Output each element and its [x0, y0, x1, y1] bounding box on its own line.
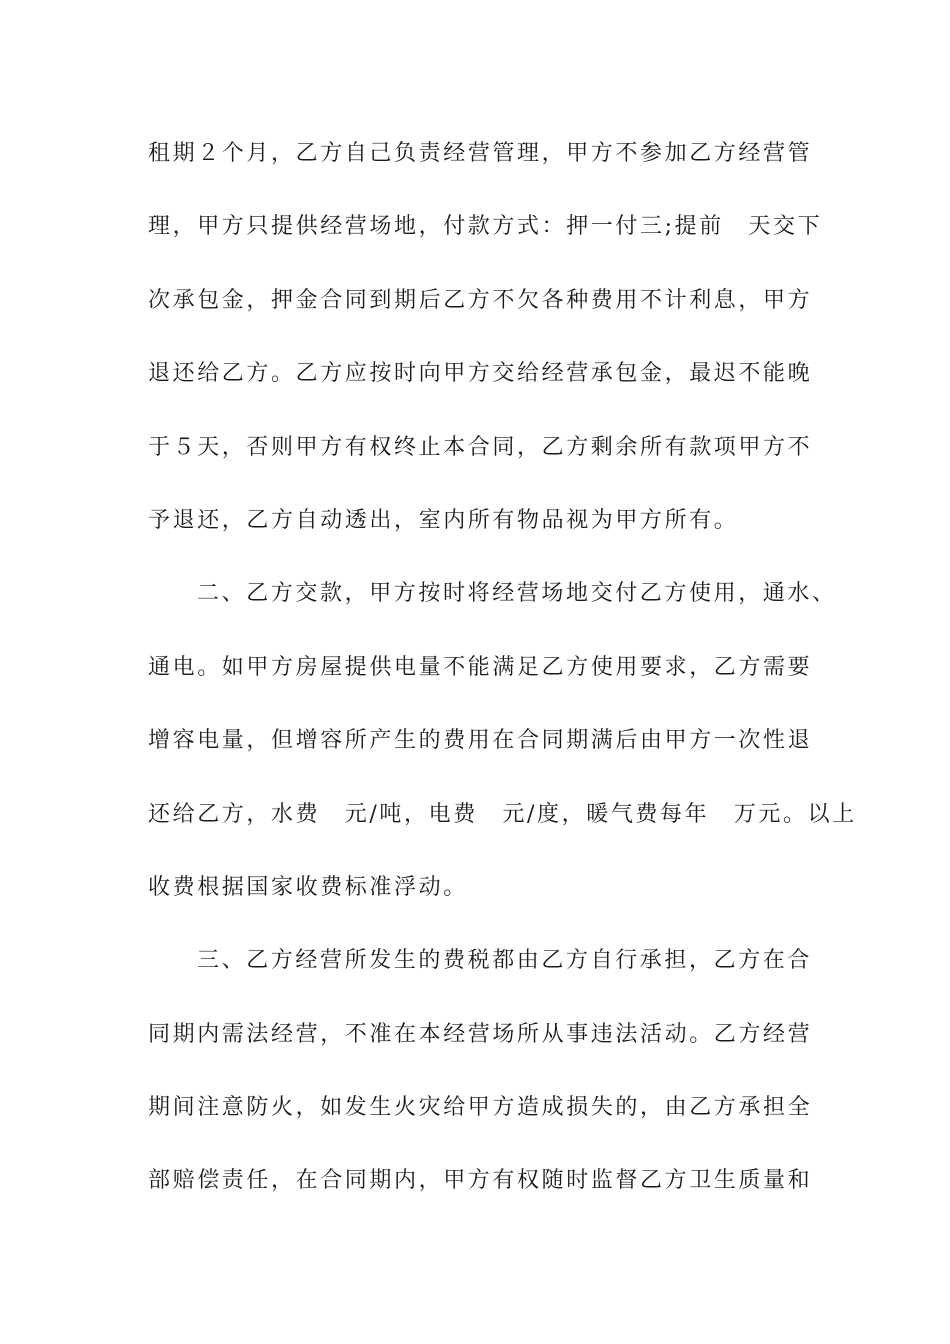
text-line: 理，甲方只提供经营场地，付款方式：押一付三;提前 天交下	[148, 214, 823, 240]
paragraph-start-line: 二、乙方交款，甲方按时将经营场地交付乙方使用，通水、	[197, 581, 837, 607]
text-line: 增容电量，但增容所产生的费用在合同期满后由甲方一次性退	[148, 728, 813, 754]
document-body	[148, 131, 857, 1232]
text-line: 收费根据国家收费标准浮动。	[148, 874, 468, 900]
paragraph-start-line: 三、乙方经营所发生的费税都由乙方自行承担，乙方在合	[197, 948, 813, 974]
text-line: 予退还，乙方自动透出，室内所有物品视为甲方所有。	[148, 507, 739, 533]
text-line: 于５天，否则甲方有权终止本合同，乙方剩余所有款项甲方不	[148, 434, 813, 460]
text-line: 退还给乙方。乙方应按时向甲方交给经营承包金，最迟不能晚	[148, 361, 813, 387]
text-line: 同期内需法经营，不准在本经营场所从事违法活动。乙方经营	[148, 1021, 813, 1047]
text-line: 租期２个月，乙方自己负责经营管理，甲方不参加乙方经营管	[148, 141, 813, 166]
text-line: 还给乙方，水费 元/吨，电费 元/度，暖气费每年 万元。以上	[148, 801, 857, 827]
text-line: 通电。如甲方房屋提供电量不能满足乙方使用要求，乙方需要	[148, 654, 813, 680]
text-line: 期间注意防火，如发生火灾给甲方造成损失的，由乙方承担全	[148, 1095, 813, 1121]
text-line: 部赔偿责任，在合同期内，甲方有权随时监督乙方卫生质量和	[148, 1168, 813, 1194]
text-line: 次承包金，押金合同到期后乙方不欠各种费用不计利息，甲方	[148, 287, 813, 313]
